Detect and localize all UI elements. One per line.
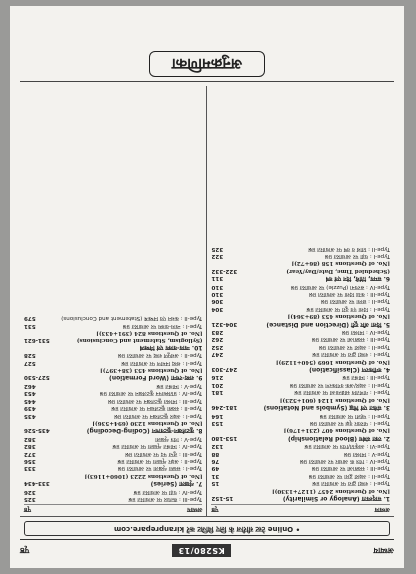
entry-title: Type-II : अक्षर शृंखला पर आधारित प्रश्न [117,457,203,464]
entry-title: Type-I : न्याय-वाक्य पर आधारित प्रश्न [122,322,203,329]
entry-title: 9. शब्द-रचना (Word Formation) [109,374,203,382]
entry-page-number: 528 [24,352,36,359]
entry-title: Type-I : संख्या शृंखला पर आधारित प्रश्न [117,465,203,472]
entry-page-number: 462 [24,382,36,389]
entry-title: Type-II : छाया पर आधारित प्रश्न [320,298,390,305]
topic-row [212,282,391,289]
topic-row [24,434,203,441]
entry-title: Type-III : लुप्त पद पर आधारित प्रश्न [125,450,203,457]
header-right-mark: पृष्ठ [20,546,30,556]
entry-page-number: 216 [211,374,224,381]
entry-page-number: 325 [24,496,36,502]
entry-title: Type-III : कोड दिशा पर आधारित प्रश्न [309,291,390,298]
entry-title: Type-III : संख्याओं पर आधारित प्रश्न [311,465,390,472]
page-title: अनुक्रमणिका [149,51,265,77]
entry-title: [No. of Questions 453 (38+397)] [100,367,203,374]
entry-page-number: 527 [24,359,36,366]
entry-title: 7. शृंखला (Series) [150,480,203,488]
entry-title: 8. कूटलेखन-कूटवाचन (Coding-Decoding) [86,427,203,435]
topic-row [212,388,391,395]
topic-row [212,471,391,478]
entry-title: [No. of Questions 1230 (694+536)] [92,419,203,426]
entry-title: Type-V : चित्र शृंखला [155,435,203,442]
title-bar [20,47,394,82]
entry-title: Type-IV : घड़ी पर आधारित प्रश्न [133,488,203,495]
entry-title: [No. of Questions 824 (391+433)] [96,330,203,337]
entry-title: Type-III : मिश्रित कूटलेखन पर आधारित प्रश्न [108,397,203,404]
entry-title: [No. of Questions 2457 (1127+1330)] [272,487,390,494]
entry-title: Type-II : अर्थपूर्ण शब्द पर आधारित प्रश्न [117,352,203,359]
entry-page-number: 531-621 [24,337,50,344]
entry-page-number: 326 [24,488,36,495]
entry-title: [No. of Questions 1669 (540+1129)] [275,358,390,365]
chapter-row [24,343,203,350]
topic-row [212,381,391,388]
entry-page-number: 31 [211,472,220,479]
column-header [212,504,391,514]
topic-row [24,382,203,389]
entry-title: (Scheduled Time, Date/Day/Year) [286,267,390,274]
entry-title: [No. of Questions 2223 (1060+1163)] [84,472,203,479]
entry-title: Type-III : संख्याओं पर आधारित प्रश्न [311,336,390,343]
entry-title: Type-II : अक्षरों पर आधारित प्रश्न [318,343,390,350]
question-count-row [212,357,391,364]
entry-page-number: 262 [211,336,224,343]
entry-title: Type-I : शब्दों द्वारा पर आधारित प्रश्न [312,351,390,358]
topic-row [24,351,203,358]
entry-title: 4. वर्गीकरण (Classification) [309,366,390,374]
column-header-chapter: अध्याय [374,506,390,513]
entry-page-number: 382 [24,443,36,450]
entry-title: Type-I : परिवार वृक्ष पर आधारित प्रश्न [309,419,390,426]
topic-row [212,479,391,486]
entry-title: [No. of Questions 1124 (601+523)] [279,396,390,403]
entry-page-number: 132 [211,443,224,450]
column-header-page: पृष्ठ [211,506,219,513]
entry-title: 2. रक्त संबंध (Blood Relationship) [287,434,390,442]
book-code-badge: KS280/13 [172,545,231,558]
topic-row [212,419,391,426]
entry-title: Type-I : अक्षर कूटलेखन पर आधारित प्रश्न [114,412,203,419]
entry-page-number: 322-332 [211,267,238,274]
topic-row [212,350,391,357]
entry-title: Type-IV : प्रतिस्थापन कूटलेखन पर आधारित प्रश्न [99,390,203,397]
question-count-row [24,471,203,478]
topic-row [212,244,391,251]
entry-title: Type-I : शब्दों द्वारा पर आधारित प्रश्न [312,480,390,487]
topic-row [212,290,391,297]
entry-title: [No. of Questions 453 (89+364)] [287,313,390,320]
index-page [10,6,404,568]
question-count-row [24,419,203,426]
chapter-row [24,426,203,434]
topic-row [24,321,203,328]
topic-row [212,252,391,259]
entry-page-number: 439 [24,405,36,412]
topic-row [24,389,203,396]
entry-page-number: 325 [211,245,224,252]
entry-title: Type-I : गणितीय संक्रियाओं पर आधारित प्रश्न [294,389,390,396]
entry-page-number: 15 [211,480,220,487]
entry-page-number: 310 [211,291,224,298]
contents-list-left [212,244,391,502]
entry-page-number: 435 [24,412,36,419]
entry-page-number: 201 [211,381,224,388]
contents-list-right [24,314,203,502]
entry-title: Type-VI : आकृति/चित्र पर आधारित प्रश्न [304,443,390,450]
entry-page-number: 252 [211,343,224,350]
entry-title: Type-II : अक्षर/अंक वर्गीकरण पर आधारित प्रश्न [289,381,390,388]
entry-page-number: 247 [211,351,224,358]
entry-page-number: 322 [211,253,224,259]
topic-row [24,314,203,321]
header-left-mark: अध्याय [373,546,394,556]
entry-title: Type-I : घड़ी पर आधारित प्रश्न [324,253,390,259]
entry-page-number: 153-180 [211,434,238,441]
entry-page-number: 181-246 [211,404,238,411]
entry-title: Type-II : पहेली पर आधारित प्रश्न [319,412,390,419]
entry-title: Type-II : अक्षरों द्वारा पर आधारित प्रश्न [308,472,390,479]
entry-page-number: 435-526 [24,427,50,434]
chapter-row [24,479,203,487]
question-count-row [212,312,391,319]
entry-page-number: 356 [24,457,36,464]
topic-row [24,404,203,411]
topic-row [212,457,391,464]
entry-page-number: 445 [24,397,36,404]
entry-title: [No. of Questions 407 (231+176)] [283,427,390,434]
chapter-row [212,433,391,441]
contents-right-column [20,86,208,516]
question-count-row [212,266,391,273]
topic-row [212,411,391,418]
entry-title: 5. दिशा और दूरी (Direction and Distance) [266,320,390,328]
contents-left-column [208,86,395,516]
entry-title: (Syllogism, Statement and Conclusions) [76,337,203,344]
entry-page-number: 527-530 [24,374,50,381]
column-header [24,504,203,514]
chapter-row [212,403,391,411]
entry-title: Type-I : दिशा एवं दूरी पर आधारित प्रश्न [306,305,390,312]
topic-row [212,304,391,311]
entry-title: 1. सादृश्यता (Analogy or Similarity) [282,495,390,502]
topic-row [212,342,391,349]
entry-page-number: 88 [211,450,220,457]
entry-title: 10. न्याय-वाक्य एवं निष्कर्ष [139,343,203,351]
entry-page-number: 304-321 [211,320,238,327]
entry-page-number: 372 [24,450,36,457]
topic-row [212,373,391,380]
column-header-page: पृष्ठ [24,506,31,513]
topic-row [24,457,203,464]
chapter-row [212,274,391,282]
topic-row [24,358,203,365]
chapter-row [212,365,391,373]
entry-title: Type-V : मिश्रित प्रश्न [343,450,390,457]
entry-title: Type-II : कथन एवं निष्कर्ष (Statement and Conclusions) [61,315,203,322]
entry-page-number: 333 [24,465,36,472]
chapter-row [212,494,391,502]
entry-page-number: 579 [24,315,36,322]
entry-page-number: 283 [211,329,224,336]
topic-row [212,335,391,342]
entry-title: 3. संकेत एवं चिह्न (Symbols and Notations) [263,404,390,412]
entry-page-number: 311 [211,275,224,282]
entry-page-number: 531 [24,322,36,329]
online-test-banner: • Online टेस्ट सीरीज के लिए विजिट करें kiranprepare.com [24,521,390,536]
question-count-row [24,366,203,373]
question-count-row [212,426,391,433]
entry-title: Type-IV : चित्र के आधार पर आधारित प्रश्न [299,457,390,464]
entry-page-number: 247-303 [211,366,238,373]
entry-page-number: 306 [211,298,224,305]
entry-page-number: 181 [211,389,224,396]
chapter-row [24,373,203,381]
question-count-row [24,329,203,336]
question-count-row [212,259,391,266]
topic-row [212,297,391,304]
entry-title: 6. समय, तिथि, दिन एवं वर्ष [325,275,390,283]
entry-page-number: 153 [211,419,224,426]
topic-row [24,487,203,494]
topic-row [212,464,391,471]
entry-title: Type-IV : मिश्रित शृंखला पर आधारित प्रश्न [112,443,203,450]
topic-row [24,449,203,456]
question-count-row [24,336,203,343]
entry-page-number: 76 [211,457,220,464]
topic-row [212,442,391,449]
entry-title: [No. of Questions 158 (86+72)] [291,260,390,267]
entry-title: Type-IV : मिश्रित प्रश्न [341,329,390,336]
topic-row [212,328,391,335]
topic-row [24,396,203,403]
topic-row [24,495,203,502]
entry-page-number: 453 [24,390,36,397]
question-count-row [212,395,391,402]
column-header-chapter: अध्याय [187,506,203,513]
topic-row [24,411,203,418]
page-header [20,539,394,562]
entry-title: Type-III : मिश्रित प्रश्न [342,374,390,381]
topic-row [24,442,203,449]
entry-page-number: 304 [211,305,224,312]
contents-columns [20,86,394,517]
topic-row [24,464,203,471]
entry-page-number: 310 [211,283,224,290]
question-count-row [212,486,391,493]
entry-title: Type-V : मिश्रित प्रश्न [156,382,203,389]
entry-page-number: 15-152 [211,495,234,501]
entry-title: Type-I : शब्द निर्माण पर आधारित प्रश्न [121,359,203,366]
entry-title: Type-III : कैलेंडर पर आधारित प्रश्न [128,496,203,502]
entry-page-number: 164 [211,412,224,419]
entry-page-number: 49 [211,465,220,472]
topic-row [212,449,391,456]
chapter-row [212,319,391,327]
entry-title: Type-IV : संरचना (Puzzle) पर आधारित प्रश्न [290,283,390,290]
entry-page-number: 333-434 [24,480,50,487]
entry-title: Type-II : तिथि व वर्ष पर आधारित प्रश्न [308,245,390,252]
entry-page-number: 382 [24,435,36,442]
entry-title: Type-II : संख्या कूटलेखन पर आधारित प्रश्न [111,405,203,412]
